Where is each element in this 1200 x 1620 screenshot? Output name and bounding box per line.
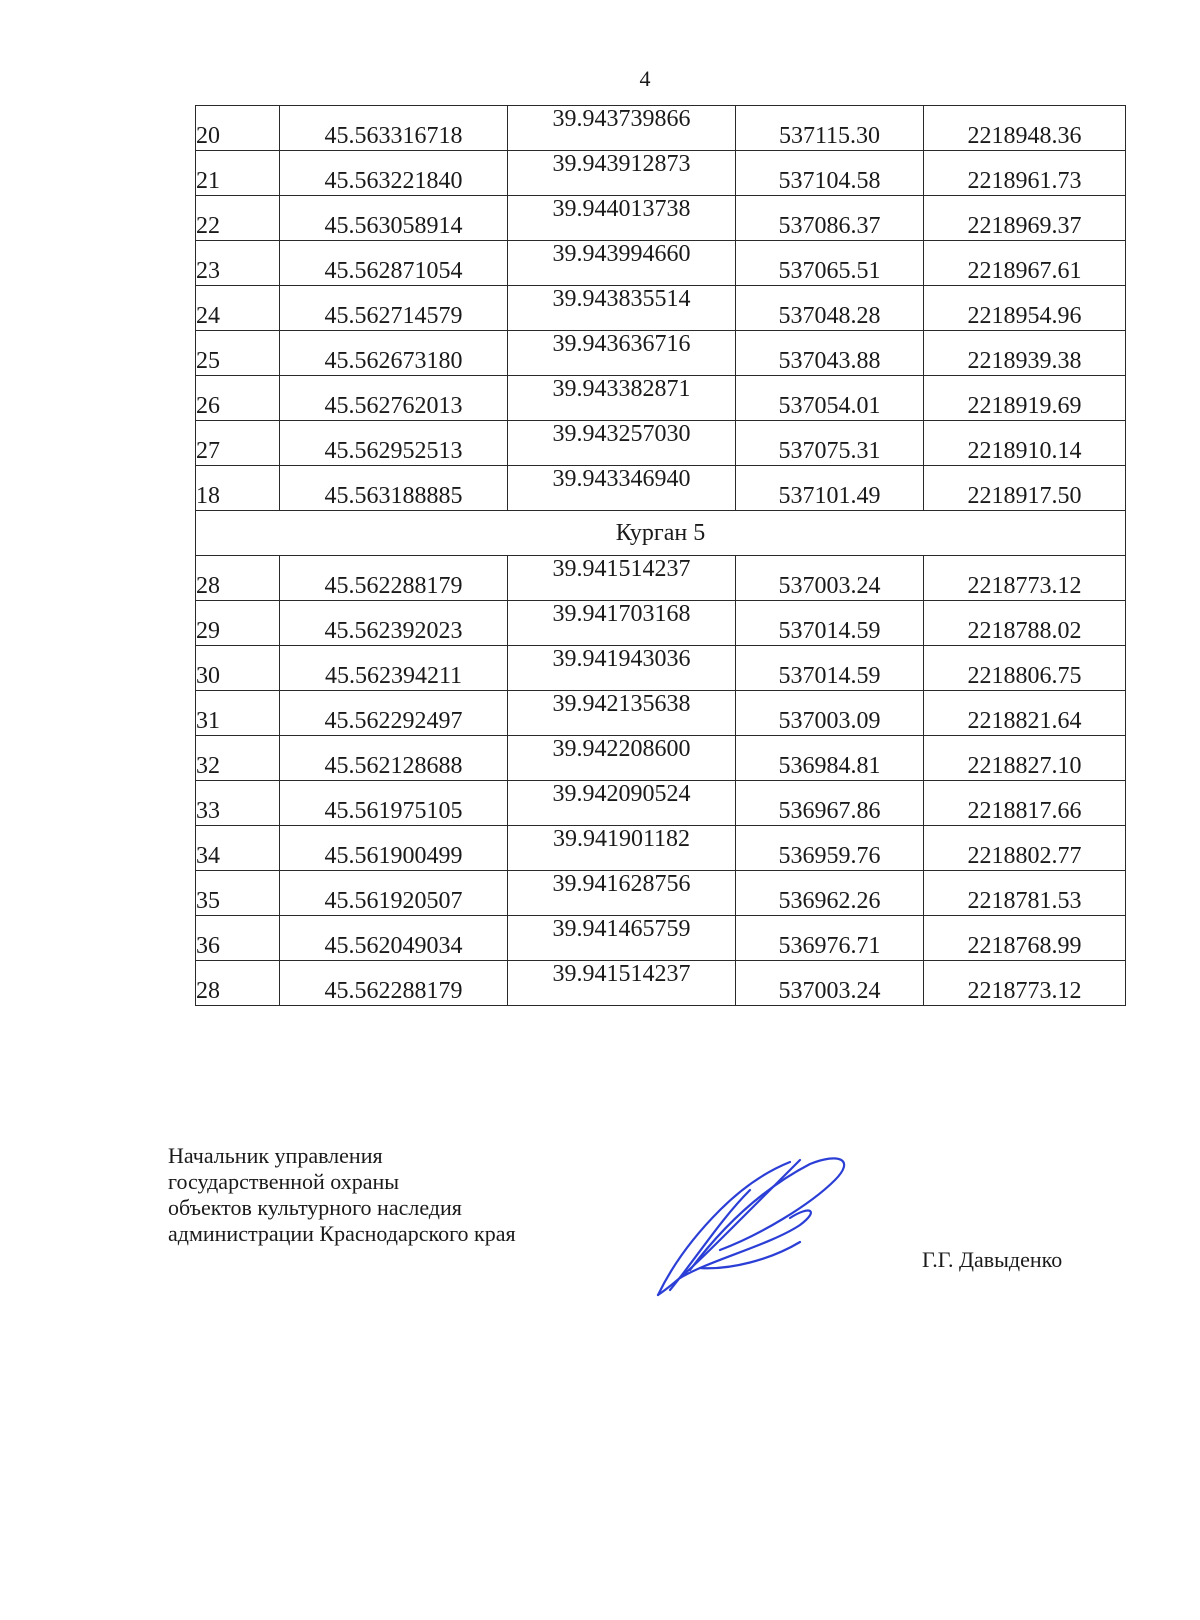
x-coordinate-cell: 537003.24: [736, 961, 924, 1006]
latitude-cell: 45.562673180: [280, 331, 508, 376]
x-coordinate-cell: 537054.01: [736, 376, 924, 421]
x-coordinate-cell: 537075.31: [736, 421, 924, 466]
table-row: [196, 646, 1126, 691]
point-number-cell: 24: [196, 286, 280, 331]
table-row: [196, 331, 1126, 376]
x-coordinate-cell: 537101.49: [736, 466, 924, 511]
latitude-cell: 45.562871054: [280, 241, 508, 286]
point-number-cell: 30: [196, 646, 280, 691]
longitude-cell: 39.941514237: [508, 961, 736, 1006]
point-number-cell: 23: [196, 241, 280, 286]
x-coordinate-cell: 537048.28: [736, 286, 924, 331]
longitude-cell: 39.941465759: [508, 916, 736, 961]
table-row: [196, 871, 1126, 916]
point-number-cell: 28: [196, 556, 280, 601]
longitude-cell: 39.943739866: [508, 106, 736, 151]
y-coordinate-cell: 2218954.96: [924, 286, 1126, 331]
table-row: [196, 781, 1126, 826]
signatory-position: [168, 1143, 516, 1247]
table-row: [196, 826, 1126, 871]
latitude-cell: 45.563221840: [280, 151, 508, 196]
longitude-cell: 39.942208600: [508, 736, 736, 781]
latitude-cell: 45.562394211: [280, 646, 508, 691]
coordinates-table: [195, 105, 1126, 1006]
x-coordinate-cell: 536976.71: [736, 916, 924, 961]
table-row: [196, 691, 1126, 736]
x-coordinate-cell: 537086.37: [736, 196, 924, 241]
latitude-cell: 45.562288179: [280, 961, 508, 1006]
point-number-cell: 34: [196, 826, 280, 871]
latitude-cell: 45.561920507: [280, 871, 508, 916]
y-coordinate-cell: 2218917.50: [924, 466, 1126, 511]
page-number: 4: [639, 66, 651, 91]
y-coordinate-cell: 2218939.38: [924, 331, 1126, 376]
longitude-cell: 39.943994660: [508, 241, 736, 286]
longitude-cell: 39.943912873: [508, 151, 736, 196]
table-section: [196, 511, 1126, 556]
x-coordinate-cell: 537014.59: [736, 646, 924, 691]
y-coordinate-cell: 2218817.66: [924, 781, 1126, 826]
position-line: объектов культурного наследия: [168, 1195, 462, 1220]
table-row: [196, 286, 1126, 331]
y-coordinate-cell: 2218948.36: [924, 106, 1126, 151]
point-number-cell: 33: [196, 781, 280, 826]
latitude-cell: 45.561975105: [280, 781, 508, 826]
y-coordinate-cell: 2218969.37: [924, 196, 1126, 241]
latitude-cell: 45.563188885: [280, 466, 508, 511]
longitude-cell: 39.943835514: [508, 286, 736, 331]
point-number-cell: 35: [196, 871, 280, 916]
signer-name: Г.Г. Давыденко: [922, 1247, 1063, 1272]
point-number-cell: 27: [196, 421, 280, 466]
table-body-bottom: [196, 556, 1126, 1006]
y-coordinate-cell: 2218910.14: [924, 421, 1126, 466]
latitude-cell: 45.562392023: [280, 601, 508, 646]
point-number-cell: 32: [196, 736, 280, 781]
point-number-cell: 21: [196, 151, 280, 196]
table-row: [196, 196, 1126, 241]
longitude-cell: 39.941901182: [508, 826, 736, 871]
y-coordinate-cell: 2218961.73: [924, 151, 1126, 196]
x-coordinate-cell: 536984.81: [736, 736, 924, 781]
point-number-cell: 26: [196, 376, 280, 421]
y-coordinate-cell: 2218773.12: [924, 961, 1126, 1006]
x-coordinate-cell: 537104.58: [736, 151, 924, 196]
latitude-cell: 45.562288179: [280, 556, 508, 601]
x-coordinate-cell: 536967.86: [736, 781, 924, 826]
x-coordinate-cell: 537003.09: [736, 691, 924, 736]
handwritten-signature: [650, 1150, 870, 1300]
longitude-cell: 39.943382871: [508, 376, 736, 421]
point-number-cell: 28: [196, 961, 280, 1006]
longitude-cell: 39.941943036: [508, 646, 736, 691]
table-row: [196, 961, 1126, 1006]
longitude-cell: 39.941514237: [508, 556, 736, 601]
y-coordinate-cell: 2218806.75: [924, 646, 1126, 691]
latitude-cell: 45.563316718: [280, 106, 508, 151]
table-row: [196, 916, 1126, 961]
x-coordinate-cell: 537065.51: [736, 241, 924, 286]
point-number-cell: 36: [196, 916, 280, 961]
y-coordinate-cell: 2218967.61: [924, 241, 1126, 286]
table-body-top: [196, 106, 1126, 511]
x-coordinate-cell: 536962.26: [736, 871, 924, 916]
position-line: государственной охраны: [168, 1169, 400, 1194]
latitude-cell: 45.562049034: [280, 916, 508, 961]
y-coordinate-cell: 2218821.64: [924, 691, 1126, 736]
y-coordinate-cell: 2218802.77: [924, 826, 1126, 871]
longitude-cell: 39.943257030: [508, 421, 736, 466]
table-row: [196, 601, 1126, 646]
y-coordinate-cell: 2218788.02: [924, 601, 1126, 646]
point-number-cell: 31: [196, 691, 280, 736]
longitude-cell: 39.942135638: [508, 691, 736, 736]
point-number-cell: 20: [196, 106, 280, 151]
latitude-cell: 45.563058914: [280, 196, 508, 241]
point-number-cell: 25: [196, 331, 280, 376]
table-row: [196, 106, 1126, 151]
section-title: Курган 5: [196, 511, 1126, 556]
table-row: [196, 376, 1126, 421]
y-coordinate-cell: 2218768.99: [924, 916, 1126, 961]
position-line: Начальник управления: [168, 1143, 383, 1168]
y-coordinate-cell: 2218773.12: [924, 556, 1126, 601]
longitude-cell: 39.941703168: [508, 601, 736, 646]
x-coordinate-cell: 536959.76: [736, 826, 924, 871]
latitude-cell: 45.562714579: [280, 286, 508, 331]
x-coordinate-cell: 537115.30: [736, 106, 924, 151]
table-row: [196, 421, 1126, 466]
point-number-cell: 22: [196, 196, 280, 241]
longitude-cell: 39.944013738: [508, 196, 736, 241]
table-row: [196, 556, 1126, 601]
x-coordinate-cell: 537043.88: [736, 331, 924, 376]
y-coordinate-cell: 2218827.10: [924, 736, 1126, 781]
section-header-row: [196, 511, 1126, 556]
point-number-cell: 29: [196, 601, 280, 646]
table-row: [196, 241, 1126, 286]
x-coordinate-cell: 537003.24: [736, 556, 924, 601]
x-coordinate-cell: 537014.59: [736, 601, 924, 646]
longitude-cell: 39.943346940: [508, 466, 736, 511]
table-row: [196, 151, 1126, 196]
latitude-cell: 45.562762013: [280, 376, 508, 421]
y-coordinate-cell: 2218781.53: [924, 871, 1126, 916]
latitude-cell: 45.562128688: [280, 736, 508, 781]
y-coordinate-cell: 2218919.69: [924, 376, 1126, 421]
latitude-cell: 45.562292497: [280, 691, 508, 736]
longitude-cell: 39.942090524: [508, 781, 736, 826]
table-row: [196, 736, 1126, 781]
latitude-cell: 45.561900499: [280, 826, 508, 871]
longitude-cell: 39.941628756: [508, 871, 736, 916]
latitude-cell: 45.562952513: [280, 421, 508, 466]
position-line: администрации Краснодарского края: [168, 1221, 516, 1246]
longitude-cell: 39.943636716: [508, 331, 736, 376]
table-row: [196, 466, 1126, 511]
point-number-cell: 18: [196, 466, 280, 511]
